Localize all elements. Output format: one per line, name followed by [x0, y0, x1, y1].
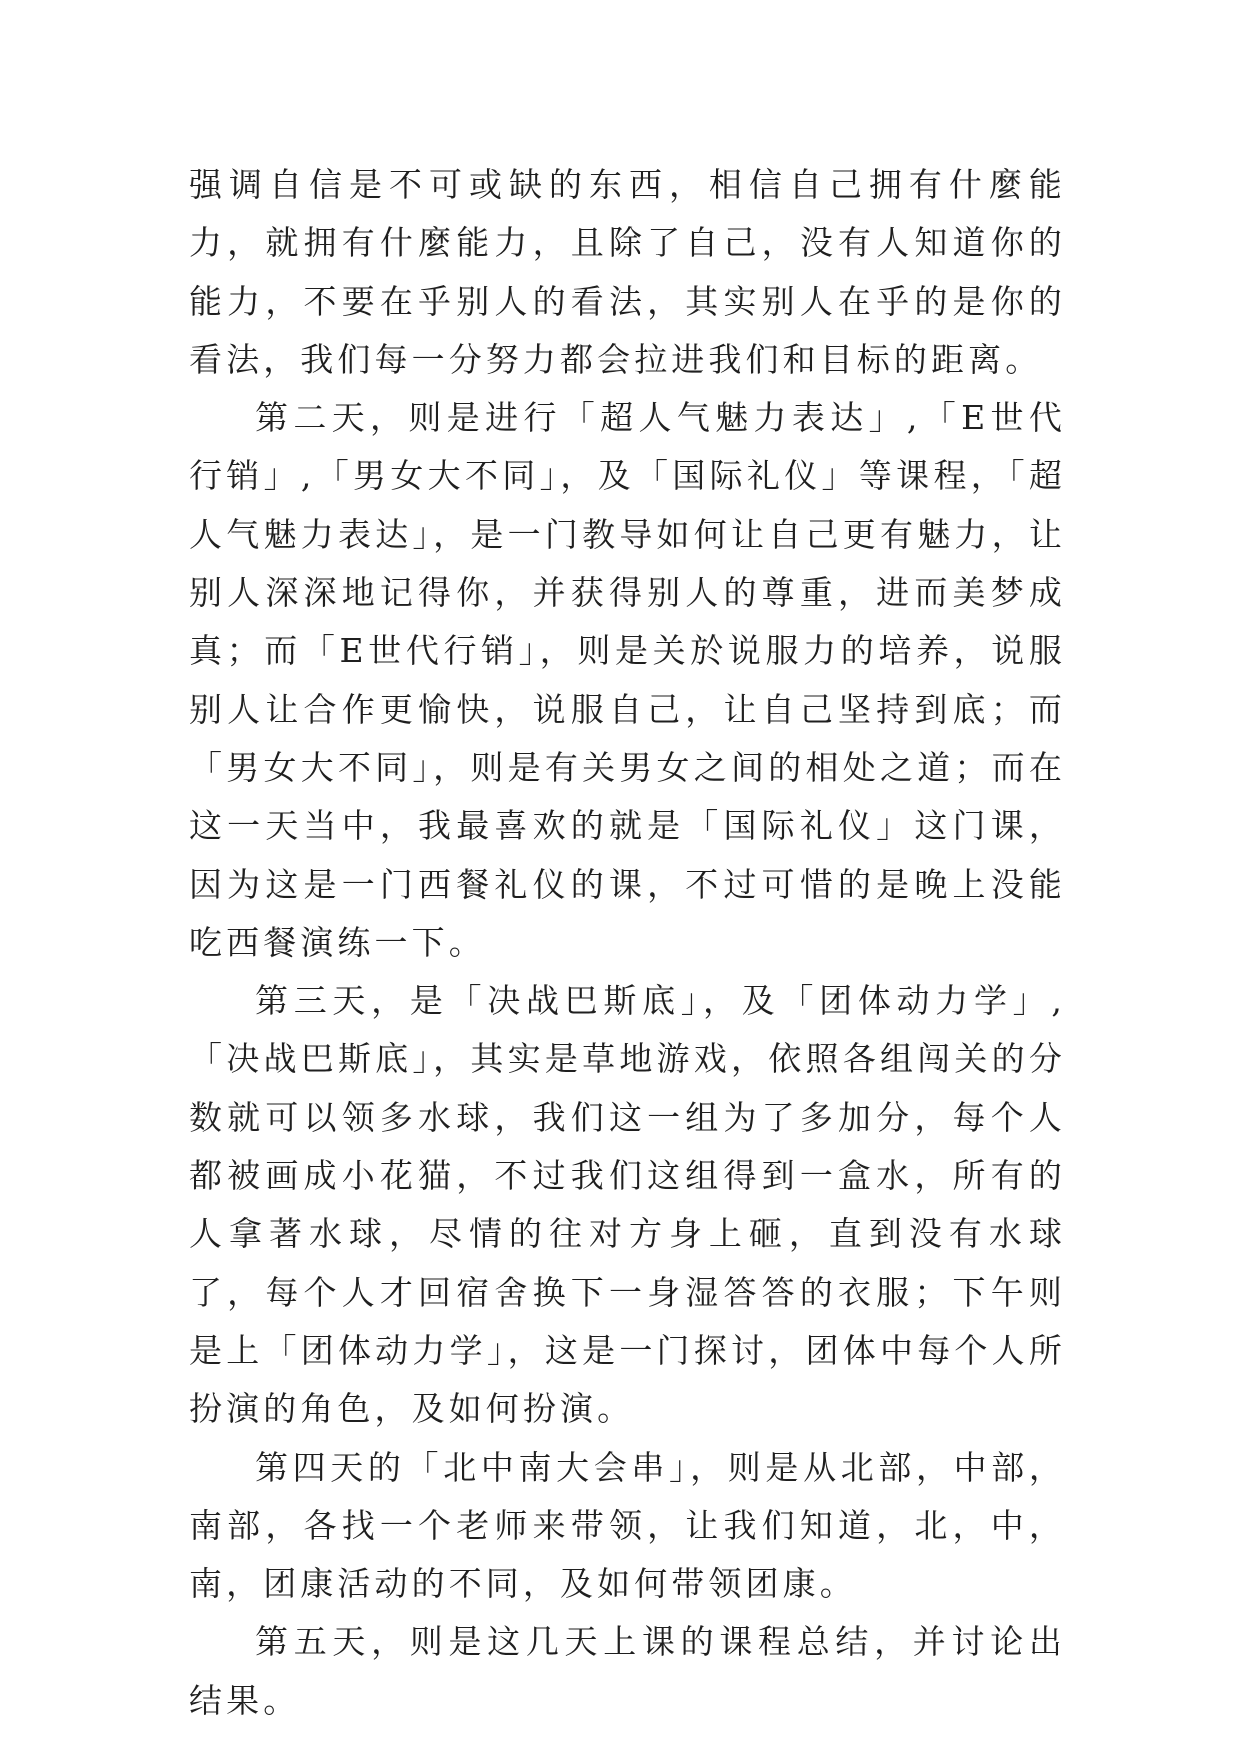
document-body: [189, 156, 1066, 1730]
paragraph-confidence: 强调自信是不可或缺的东西，相信自己拥有什麼能力，就拥有什麼能力，且除了自己，没有人知道你的能力，不要在乎别人的看法，其实别人在乎的是你的看法，我们每一分努力都会拉进我们和目标的距离。: [189, 165, 1066, 379]
paragraph-day-three: 第三天，是「决战巴斯底」，及「团体动力学」,「决战巴斯底」，其实是草地游戏，依照各组闯关的分数就可以领多水球，我们这一组为了多加分，每个人都被画成小花猫，不过我们这组得到一盒水，所有的人拿著水球，尽情的往对方身上砸，直到没有水球了，每个人才回宿舍换下一身湿答答的衣服；下午则是上「团体动力学」，这是一门探讨，团体中每个人所扮演的角色，及如何扮演。: [189, 981, 1066, 1429]
paragraph-day-two: 第二天，则是进行「超人气魅力表达」,「E世代行销」,「男女大不同」，及「国际礼仪」等课程，「超人气魅力表达」，是一门教导如何让自己更有魅力，让别人深深地记得你，并获得别人的尊重，进而美梦成真；而「E世代行销」，则是关於说服力的培养，说服别人让合作更愉快，说服自己，让自己坚持到底；而「男女大不同」，则是有关男女之间的相处之道；而在这一天当中，我最喜欢的就是「国际礼仪」这门课，因为这是一门西餐礼仪的课，不过可惜的是晚上没能吃西餐演练一下。: [189, 398, 1066, 962]
paragraph-day-four: 第四天的「北中南大会串」，则是从北部，中部，南部，各找一个老师来带领，让我们知道，北，中，南，团康活动的不同，及如何带领团康。: [189, 1447, 1066, 1604]
paragraph-day-five: 第五天，则是这几天上课的课程总结，并讨论出结果。: [189, 1622, 1066, 1720]
